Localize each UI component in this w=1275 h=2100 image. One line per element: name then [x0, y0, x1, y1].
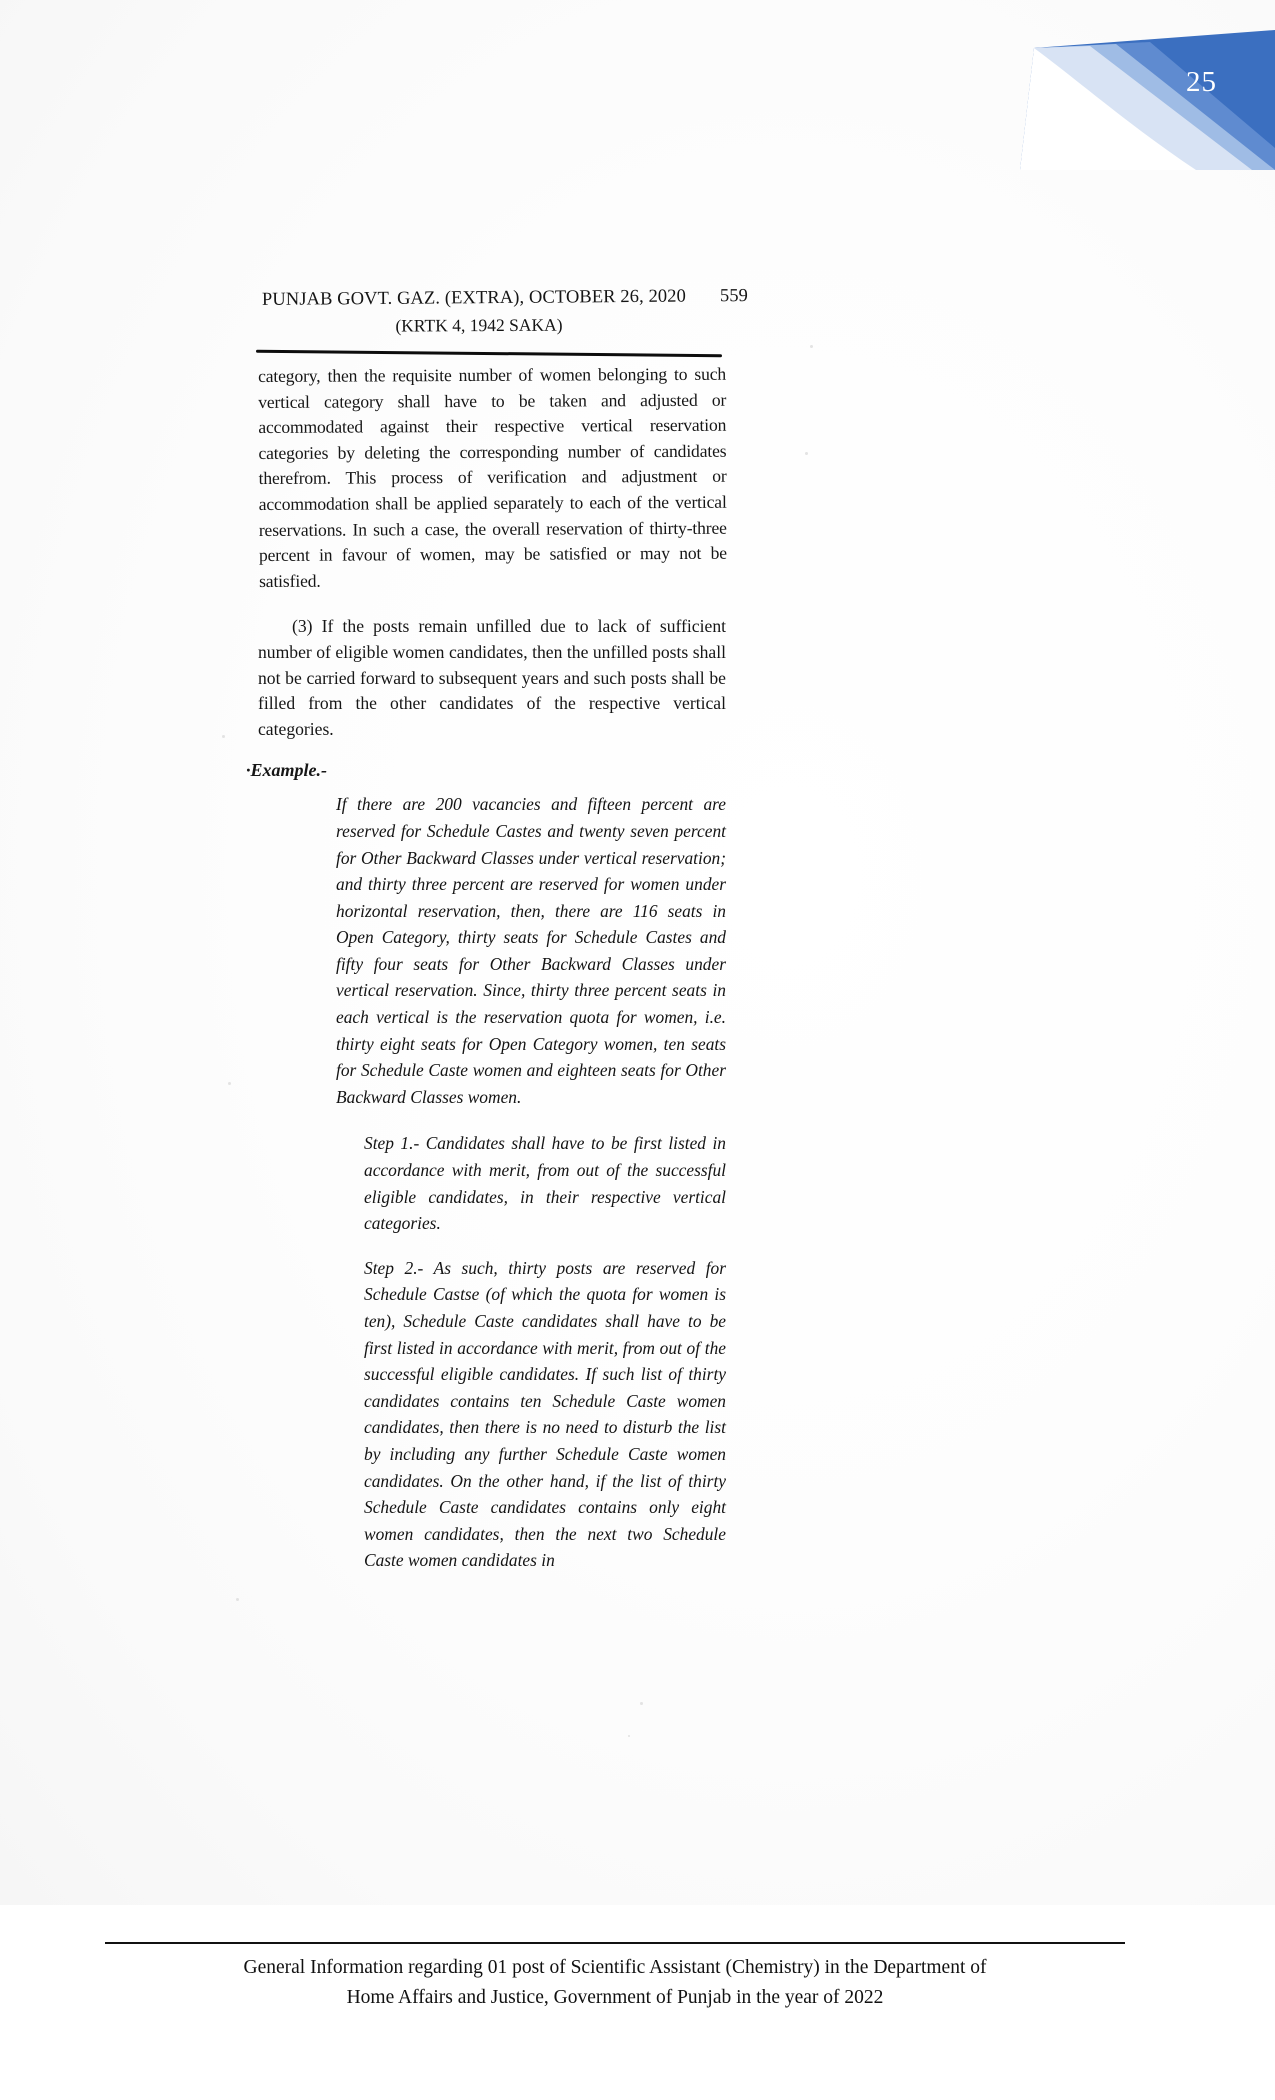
- example-heading: ·Example.-: [246, 760, 327, 781]
- scan-speck: [236, 1598, 239, 1601]
- gazette-header: [255, 288, 755, 336]
- gazette-title: PUNJAB GOVT. GAZ. (EXTRA), OCTOBER 26, 2020: [261, 286, 687, 310]
- gazette-folio-number: 559: [719, 286, 749, 307]
- footer-line-2: Home Affairs and Justice, Government of Punjab in the year of 2022: [346, 1987, 884, 2008]
- paragraph-continued: category, then the requisite number of women belonging to such vertical category shall have to be taken and adjusted or accommodated against their respective vertical reservation categories by deleting the corresponding number of candidates therefrom. This process of verification and adjustment or accommodation shall be applied separately to each of the vertical reservations. In such a case, the overall reservation of thirty-three percent in favour of women, may be satisfied or may not be satisfied.: [258, 363, 727, 591]
- gazette-subtitle: (KRTK 4, 1942 SAKA): [395, 314, 563, 336]
- document-body: [246, 363, 727, 1592]
- page-number-badge: 25: [1186, 66, 1217, 98]
- scan-speck: [228, 1082, 231, 1085]
- corner-banner-shape: [1020, 30, 1275, 170]
- gazette-header-line: [255, 286, 755, 311]
- scan-speck: [628, 1735, 630, 1737]
- scan-speck: [222, 735, 225, 738]
- scan-speck: [640, 1702, 643, 1705]
- clause-3-paragraph: (3) If the posts remain unfilled due to lack of sufficient number of eligible women candidates, then the unfilled posts shall not be carried forward to subsequent years and such posts shall be filled from the other candidates of the respective vertical categories.: [258, 616, 726, 739]
- step-2-paragraph: Step 2.- As such, thirty posts are reserved for Schedule Castse (of which the quota for women is ten), Schedule Caste candidates shall have to be first listed in accordance with merit, from out of the successful eligible candidates. If such list of thirty candidates contains ten Schedule Caste women candidates, then there is no need to disturb the list by including any further Schedule Caste women candidates. On the other hand, if the list of thirty Schedule Caste candidates contains only eight women candidates, then the next two Schedule Caste women candidates in: [364, 1257, 726, 1571]
- corner-banner-decoration: [1020, 30, 1275, 170]
- step-1-paragraph: Step 1.- Candidates shall have to be first listed in accordance with merit, from out of the successful eligible candidates, in their respective vertical categories.: [364, 1133, 726, 1234]
- footer-line-1: General Information regarding 01 post of Scientific Assistant (Chemistry) in the Department of: [243, 1957, 987, 1978]
- scan-speck: [810, 345, 813, 348]
- footer-divider: [105, 1942, 1125, 1944]
- example-body-paragraph: If there are 200 vacancies and fifteen percent are reserved for Schedule Castes and twenty seven percent for Other Backward Classes under vertical reservation; and thirty three percent are reserved for women under horizontal reservation, then, there are 116 seats in Open Category, thirty seats for Schedule Castes and fifty four seats for Other Backward Classes under vertical reservation. Since, thirty three percent seats in each vertical is the reservation quota for women, i.e. thirty eight seats for Open Category women, ten seats for Schedule Caste women and eighteen seats for Other Backward Classes women.: [336, 794, 726, 1107]
- scan-speck: [805, 452, 808, 455]
- footer-caption: [105, 1953, 1125, 2013]
